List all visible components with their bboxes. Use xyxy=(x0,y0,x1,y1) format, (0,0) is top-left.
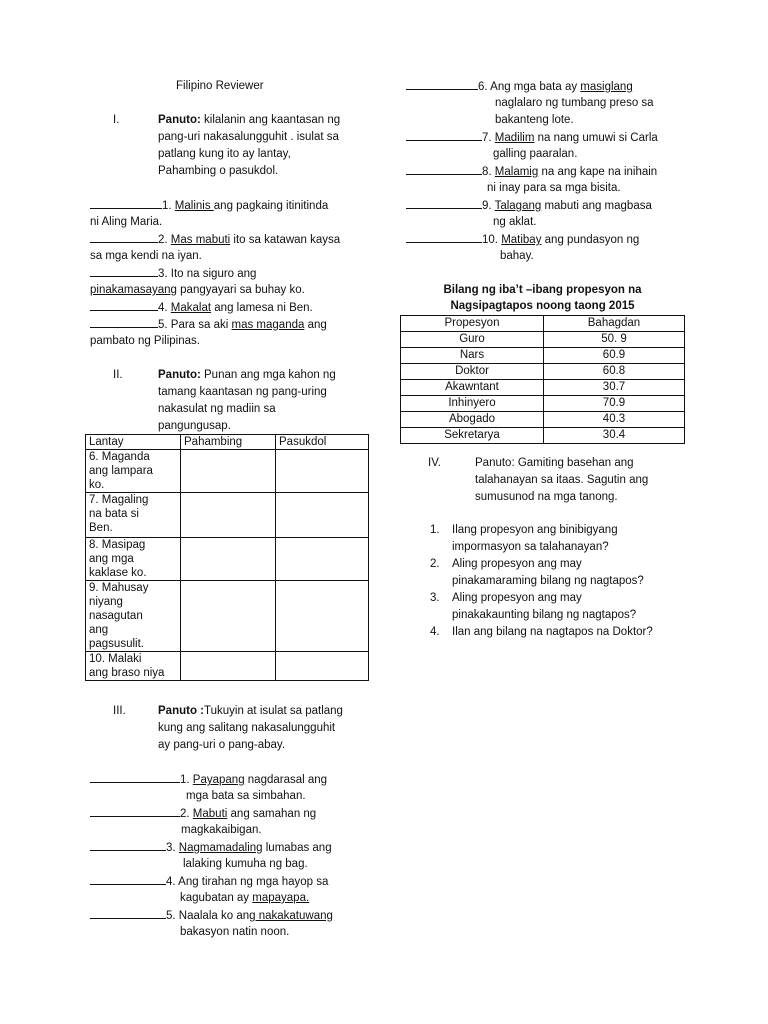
table-row: Abogado 40.3 xyxy=(401,412,685,428)
answer-blank[interactable] xyxy=(406,78,478,90)
column-header: Propesyon xyxy=(401,316,544,332)
answer-blank[interactable] xyxy=(90,873,166,885)
panuto-label: Panuto : xyxy=(158,705,204,717)
table-row: Inhinyero 70.9 xyxy=(401,396,685,412)
column-header: Pahambing xyxy=(181,435,276,450)
answer-blank[interactable] xyxy=(90,839,166,851)
table-row: Guro 50. 9 xyxy=(401,332,685,348)
answer-cell[interactable] xyxy=(276,538,369,581)
answer-blank[interactable] xyxy=(406,129,482,141)
answer-blank[interactable] xyxy=(406,163,482,175)
instruction-line: kilalanin ang kaantasan ng xyxy=(200,114,341,126)
answer-blank[interactable] xyxy=(406,197,482,209)
answer-blank[interactable] xyxy=(90,231,158,243)
question-item: 1. Ilang propesyon ang binibigyang impormasyon sa talahanayan? xyxy=(430,524,618,553)
answer-cell[interactable] xyxy=(276,652,369,681)
answer-blank[interactable] xyxy=(90,265,158,277)
question-item: 2. Aling propesyon ang may pinakamaraming bilang ng nagtapos? xyxy=(430,558,644,587)
table-row: Akawntant 30.7 xyxy=(401,380,685,396)
section-1-instructions xyxy=(158,112,340,180)
answer-blank[interactable] xyxy=(406,231,482,243)
section-4-questions xyxy=(430,522,653,641)
section-1-items: 1. Malinis ang pagkaing itinitinda ni Aling Maria. 2. Mas mabuti ito sa katawan kaysa sa mga kendi na iyan. 3. Ito na siguro ang pinakamasayang pangyayari sa buhay ko. 4. Makalat ang lamesa ni Ben. 5. Para sa aki mas maganda ang pambato ng Pilipinas. xyxy=(90,197,340,350)
kaantasan-table xyxy=(85,434,369,681)
column-header: Lantay xyxy=(86,435,181,450)
table-row: Doktor 60.8 xyxy=(401,364,685,380)
answer-cell[interactable] xyxy=(181,493,276,538)
answer-cell[interactable] xyxy=(276,450,369,493)
answer-cell[interactable] xyxy=(181,581,276,652)
section-1-items-continued: 6. Ang mga bata ay masiglang naglalaro ng tumbang preso sa bakanteng lote. 7. Madilim na nang umuwi si Carla galling paaralan. 8. Malamig na ang kape na inihain ni inay para sa mga bisita. 9. Talagang mabuti ang magbasa ng aklat. 10. Matibay ang pundasyon ng bahay. xyxy=(406,78,658,265)
answer-cell[interactable] xyxy=(276,581,369,652)
answer-cell[interactable] xyxy=(181,652,276,681)
answer-blank[interactable] xyxy=(90,197,162,209)
answer-blank[interactable] xyxy=(90,316,158,328)
document-title: Filipino Reviewer xyxy=(176,80,264,92)
instruction-line: Pahambing o pasukdol. xyxy=(158,165,279,177)
question-item: 3. Aling propesyon ang may pinakakaunting bilang ng nagtapos? xyxy=(430,592,637,621)
section-3-numeral: III. xyxy=(113,705,126,717)
column-header: Pasukdol xyxy=(276,435,369,450)
answer-blank[interactable] xyxy=(90,805,180,817)
propesyon-table xyxy=(400,315,685,444)
instruction-line: patlang kung ito ay lantay, xyxy=(158,148,291,160)
section-2-numeral: II. xyxy=(113,369,123,381)
section-1-numeral: I. xyxy=(113,114,120,126)
section-3-items: 1. Payapang nagdarasal ang mga bata sa simbahan. 2. Mabuti ang samahan ng magkakaibigan. 3. Nagmamadaling lumabas ang lalaking kumuha ng bag. 4. Ang tirahan ng mga hayop sa kagubatan ay mapayapa. 5. Naalala ko ang nakakatuwang bakasyon natin noon. xyxy=(90,771,333,941)
question-item: 4. Ilan ang bilang na nagtapos na Doktor? xyxy=(430,626,653,638)
answer-blank[interactable] xyxy=(90,771,180,783)
answer-cell[interactable] xyxy=(276,493,369,538)
section-2-instructions: Panuto: Punan ang mga kahon ng tamang kaantasan ng pang-uring nakasulat ng madiin sa pangungusap. xyxy=(158,369,336,432)
instruction-line: pang-uri nakasalungguhit . isulat sa xyxy=(158,131,339,143)
answer-blank[interactable] xyxy=(90,907,166,919)
column-header: Bahagdan xyxy=(544,316,685,332)
section-4-numeral: IV. xyxy=(428,457,442,469)
table-row: Nars 60.9 xyxy=(401,348,685,364)
answer-blank[interactable] xyxy=(90,299,158,311)
table-row: 6. Maganda ang lampara ko. xyxy=(86,450,369,493)
table-row: 10. Malaki ang braso niya xyxy=(86,652,369,681)
table-title: Bilang ng iba’t –ibang propesyon na xyxy=(443,284,642,296)
section-3-instructions: Panuto :Tukuyin at isulat sa patlang kung ang salitang nakasalungguhit ay pang-uri o pang-abay. xyxy=(158,705,343,751)
table-row: 7. Magaling na bata si Ben. xyxy=(86,493,369,538)
table-title: Nagsipagtapos noong taong 2015 xyxy=(450,300,635,312)
answer-cell[interactable] xyxy=(181,450,276,493)
panuto-label: Panuto: xyxy=(158,114,201,126)
answer-cell[interactable] xyxy=(181,538,276,581)
table-row: Sekretarya 30.4 xyxy=(401,428,685,444)
table-row: 9. Mahusay niyang nasagutan ang pagsusulit. xyxy=(86,581,369,652)
panuto-label: Panuto: xyxy=(158,369,201,381)
section-4-instructions: Panuto: Gamiting basehan ang talahanayan sa itaas. Sagutin ang sumusunod na mga tanong. xyxy=(475,457,649,503)
table-row: 8. Masipag ang mga kaklase ko. xyxy=(86,538,369,581)
